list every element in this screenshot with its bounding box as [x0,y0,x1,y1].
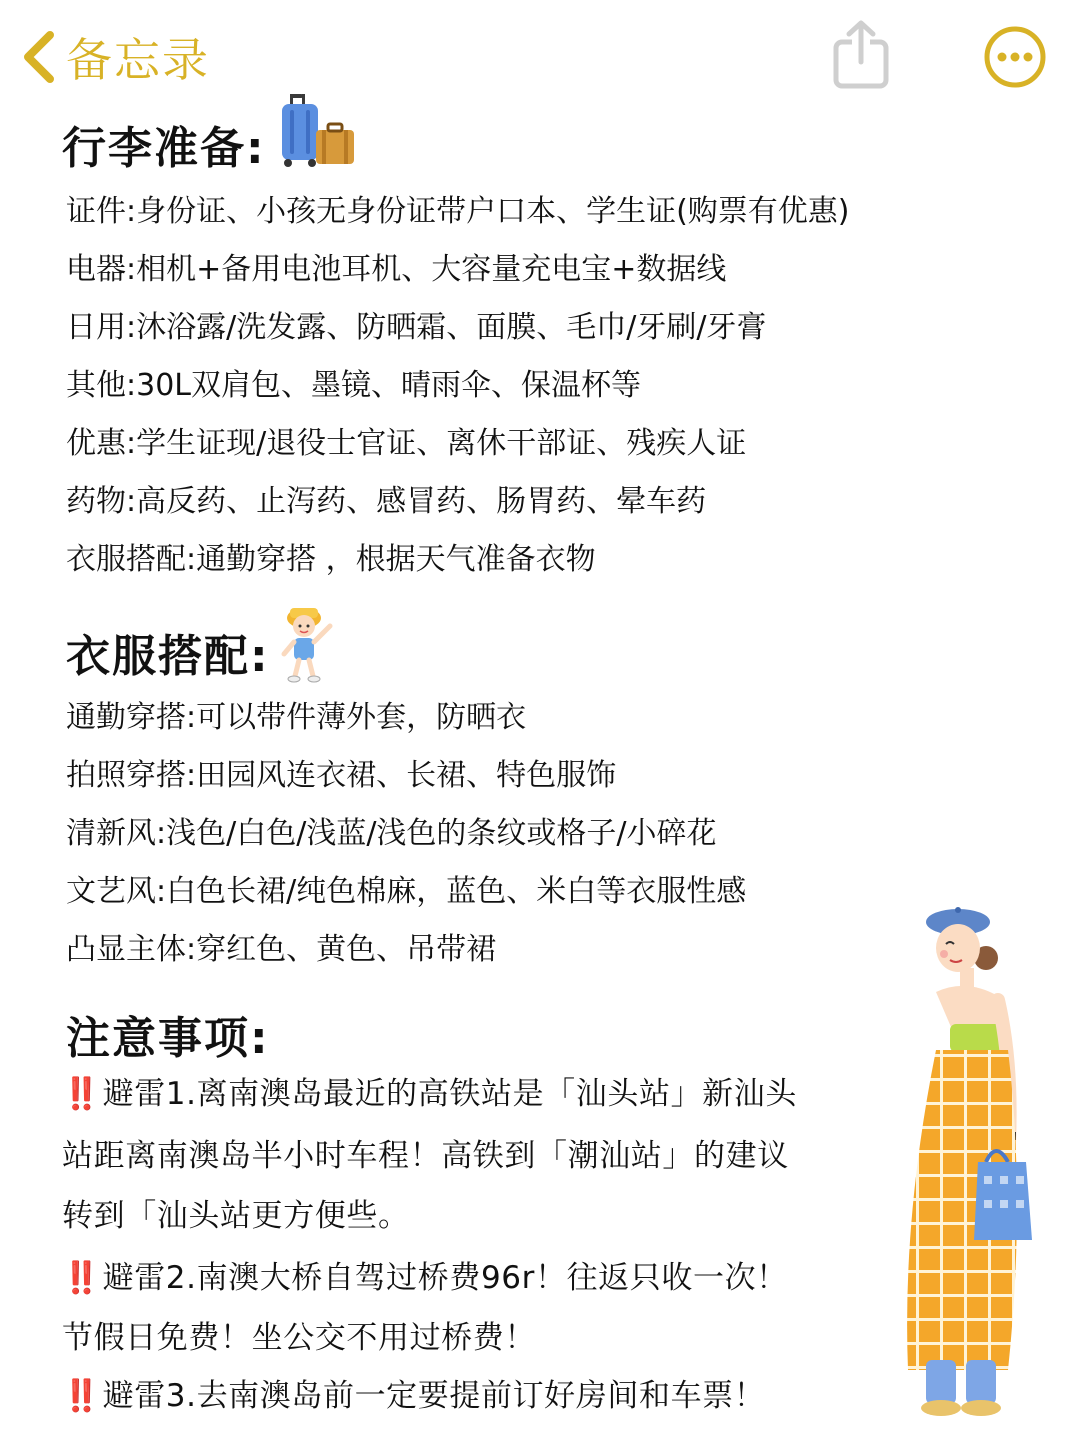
list-item: 其他:30L双肩包、墨镜、晴雨伞、保温杯等 [66,368,641,403]
note-line: 站距离南澳岛半小时车程！高铁到「潮汕站」的建议 [62,1138,789,1174]
warning-icon: ‼️ [62,1076,99,1112]
note-line [62,1376,765,1416]
note-text: 避雷2.南澳大桥自驾过桥费96r！往返只收一次！ [102,1260,788,1296]
section-title-luggage: 行李准备: [62,123,266,174]
list-item: 日用:沐浴露/洗发露、防晒霜、面膜、毛巾/牙刷/牙膏 [66,310,767,345]
list-item: 凸显主体:穿红色、黄色、吊带裙 [66,932,497,967]
note-line: 转到「汕头站更方便些。 [62,1198,410,1234]
traveler-girl-icon [276,596,338,684]
note-line: 节假日免费！坐公交不用过桥费！ [62,1320,536,1356]
note-text: 避雷1.离南澳岛最近的高铁站是「汕头站」新汕头 [102,1076,797,1112]
list-item: 清新风:浅色/白色/浅蓝/浅色的条纹或格子/小碎花 [66,816,717,851]
list-item: 拍照穿搭:田园风连衣裙、长裙、特色服饰 [66,758,617,793]
list-item: 文艺风:白色长裙/纯色棉麻，蓝色、米白等衣服性感 [66,874,747,909]
back-label: 备忘录 [66,33,210,87]
warning-icon: ‼️ [62,1378,99,1414]
note-line [62,1074,797,1114]
section-title-notes: 注意事项: [66,1013,270,1064]
list-item: 证件:身份证、小孩无身份证带户口本、学生证(购票有优惠) [66,194,850,229]
note-line [62,1258,788,1298]
warning-icon: ‼️ [62,1260,99,1296]
note-text: 避雷3.去南澳岛前一定要提前订好房间和车票！ [102,1378,766,1414]
luggage-icon [278,92,358,170]
section-title-outfits: 衣服搭配: [66,631,270,682]
list-item: 药物:高反药、止泻药、感冒药、肠胃药、晕车药 [66,484,707,519]
list-item: 优惠:学生证现/退役士官证、离休干部证、残疾人证 [66,426,747,461]
woman-illustration [858,900,1048,1420]
list-item: 通勤穿搭:可以带件薄外套，防晒衣 [66,700,527,735]
list-item: 电器:相机+备用电池耳机、大容量充电宝+数据线 [66,252,727,287]
list-item: 衣服搭配:通勤穿搭 ，根据天气准备衣物 [66,542,596,577]
